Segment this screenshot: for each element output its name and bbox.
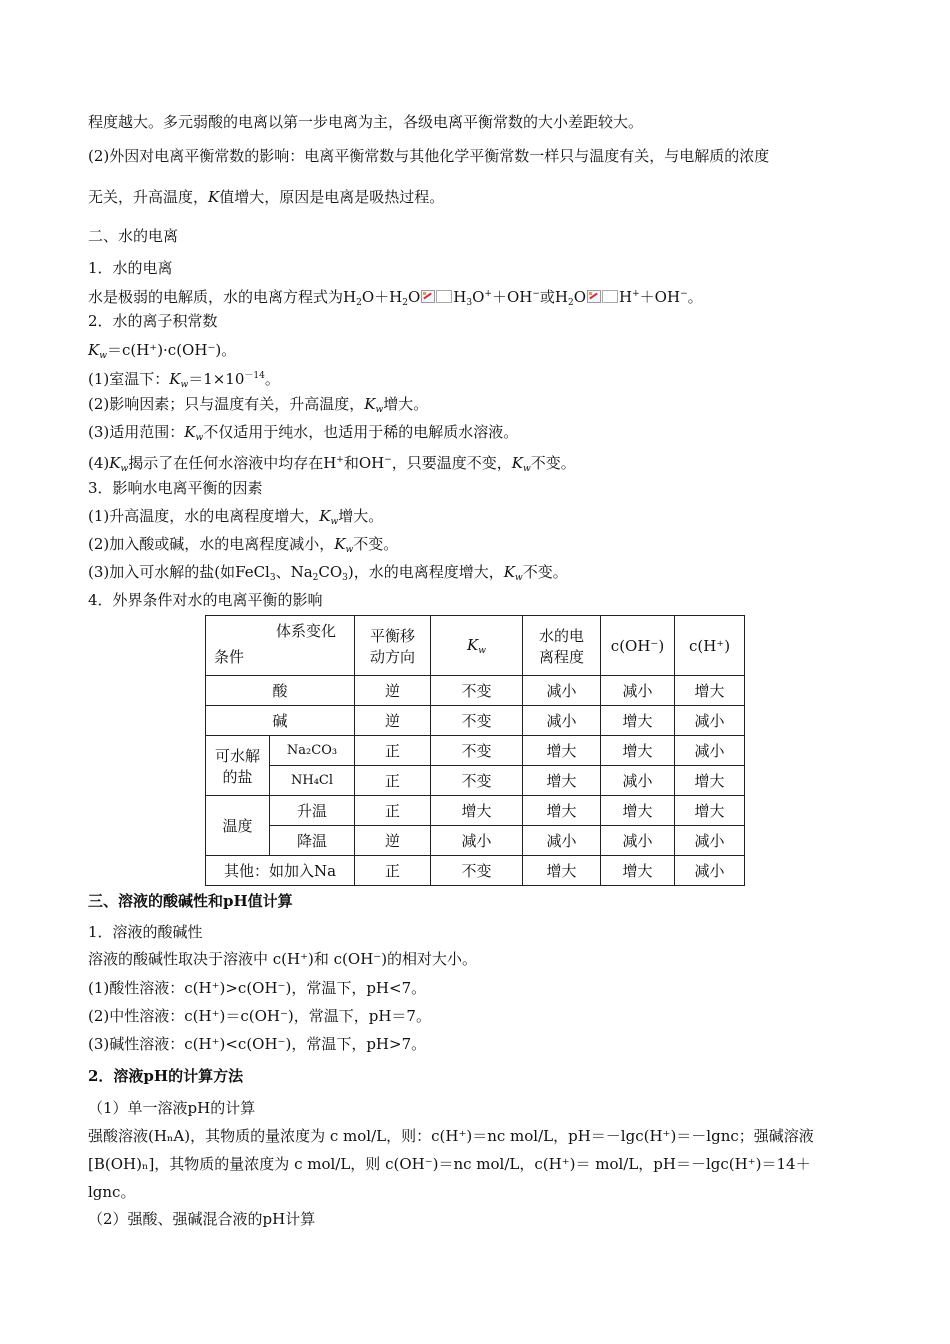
ionization-equation: 水是极弱的电解质，水的电离方程式为$H_2O+H_2O$ $H_3O^++OH^-$或$H_2O$ H+＋OH−。 xyxy=(88,288,703,308)
paragraph-line: 溶液的酸碱性取决于溶液中 c(H⁺)和 c(OH⁻)的相对大小。 xyxy=(88,950,478,968)
table-row: 降温 逆 减小 减小 减小 减小 xyxy=(206,826,745,856)
placeholder-box-icon xyxy=(436,290,452,303)
text: 或H xyxy=(539,288,568,306)
paragraph-line: 程度越大。多元弱酸的电离以第一步电离为主，各级电离平衡常数的大小差距较大。 xyxy=(88,113,644,131)
paragraph-line xyxy=(88,187,444,207)
text: (2)影响因素；只与温度有关，升高温度， xyxy=(88,395,365,413)
text: 增大。 xyxy=(383,395,429,413)
table-row: NH₄Cl 正 不变 增大 减小 增大 xyxy=(206,766,745,796)
subsection-heading: 1．溶液的酸碱性 xyxy=(88,923,203,941)
header-shift: 平衡移 动方向 xyxy=(355,616,431,676)
kw-definition: $K_w=c(H^+)\cdot c(OH^-)$。 xyxy=(88,341,237,361)
section-heading: 三、溶液的酸碱性和pH值计算 xyxy=(88,892,293,910)
kw-item-4: $(4)K_w$揭示了在任何水溶液中均存在H+和OH−，只要温度不变，$K_w$不变。 xyxy=(88,454,576,474)
subsection-heading: （2）强酸、强碱混合液的pH计算 xyxy=(88,1210,316,1228)
text: 不变。 xyxy=(353,535,399,553)
kw-item-3: (3)适用范围：$K_w$不仅适用于纯水，也适用于稀的电解质水溶液。 xyxy=(88,423,519,443)
acidity-item-3: (3)碱性溶液：c(H⁺)<c(OH⁻)，常温下，pH>7。 xyxy=(88,1035,427,1053)
text: (3)适用范围： xyxy=(88,423,185,441)
paragraph-line: (2)外因对电离平衡常数的影响：电离平衡常数与其他化学平衡常数一样只与温度有关，与电解质的浓度 xyxy=(88,147,770,165)
text: 水是极弱的电解质，水的电离方程式为H xyxy=(88,288,357,306)
table-row: 其他：如加入Na 正 不变 增大 增大 减小 xyxy=(206,856,745,886)
text: ＝c(H⁺)·c(OH⁻)。 xyxy=(106,341,237,359)
header-kw: $K_w$ xyxy=(431,616,523,676)
subsection-heading: 2．水的离子积常数 xyxy=(88,312,218,330)
factor-item-3: (3)加入可水解的盐(如FeCl$_3$、$Na_2CO_3$)，水的电离程度增大，$K_w$不变。 xyxy=(88,563,568,583)
equilibrium-arrow-icon xyxy=(421,290,435,303)
text: (3)加入可水解的盐(如FeCl xyxy=(88,563,270,581)
k-symbol: K xyxy=(208,188,220,206)
text: 不变。 xyxy=(522,563,568,581)
header-oh: c(OH⁻) xyxy=(601,616,675,676)
text: 不变。 xyxy=(530,454,576,472)
header-condition-cell xyxy=(206,616,355,676)
group-salt-cell: 可水解 的盐 xyxy=(206,736,270,796)
paragraph-line: [B(OH)ₙ]，其物质的量浓度为 c mol/L，则 c(OH⁻)＝nc mol/L，c(H⁺)＝ mol/L，pH＝－lgc(H⁺)＝14＋ xyxy=(88,1155,811,1173)
paragraph-line: 强酸溶液(HₙA)，其物质的量浓度为 c mol/L，则：c(H⁺)＝nc mol/L，pH＝－lgc(H⁺)＝－lgnc；强碱溶液 xyxy=(88,1127,814,1145)
factor-item-2: (2)加入酸或碱，水的电离程度减小，$K_w$不变。 xyxy=(88,535,399,555)
factor-item-1: (1)升高温度，水的电离程度增大，$K_w$增大。 xyxy=(88,507,384,527)
text: O xyxy=(573,288,587,306)
text: 增大。 xyxy=(338,507,384,525)
text: O xyxy=(407,288,421,306)
paragraph-line: lgnc。 xyxy=(88,1183,136,1201)
text: (2)加入酸或碱，水的电离程度减小， xyxy=(88,535,335,553)
text: 和OH xyxy=(343,454,385,472)
text: H xyxy=(619,288,633,306)
text: 。 xyxy=(264,370,280,388)
section-heading: 二、水的电离 xyxy=(88,227,179,245)
text: CO xyxy=(318,563,343,581)
table-row: 碱 逆 不变 减小 增大 减小 xyxy=(206,706,745,736)
text: 揭示了在任何水溶液中均存在H xyxy=(128,454,337,472)
subsection-heading: （1）单一溶液pH的计算 xyxy=(88,1099,256,1117)
text: 。 xyxy=(687,288,703,306)
placeholder-box-icon xyxy=(602,290,618,303)
equilibrium-arrow-icon xyxy=(587,290,601,303)
text: ＝1×10 xyxy=(188,370,245,388)
text: 无关，升高温度， xyxy=(88,188,209,206)
text: 值增大，原因是电离是吸热过程。 xyxy=(219,188,445,206)
header-degree: 水的电 离程度 xyxy=(523,616,601,676)
text: H xyxy=(453,288,467,306)
text: (4) xyxy=(88,454,110,472)
subsection-heading: 1．水的电离 xyxy=(88,259,173,277)
subsection-heading: 3．影响水电离平衡的因素 xyxy=(88,479,263,497)
text: ，只要温度不变， xyxy=(391,454,512,472)
text: (1)室温下： xyxy=(88,370,170,388)
text: 不仅适用于纯水，也适用于稀的电解质水溶液。 xyxy=(203,423,519,441)
text: (1)升高温度，水的电离程度增大， xyxy=(88,507,320,525)
text: ＋OH xyxy=(639,288,681,306)
text: O xyxy=(472,288,485,306)
text: O＋H xyxy=(361,288,403,306)
header-top-label: 体系变化 xyxy=(276,622,337,640)
water-ionization-table xyxy=(205,615,745,886)
table-row: 可水解 的盐 Na₂CO₃ 正 不变 增大 增大 减小 xyxy=(206,736,745,766)
text: ＋OH xyxy=(491,288,533,306)
subsection-heading: 2．溶液pH的计算方法 xyxy=(88,1067,244,1085)
header-bottom-label: 条件 xyxy=(214,648,245,666)
text: )，水的电离程度增大， xyxy=(347,563,504,581)
subsection-heading: 4．外界条件对水的电离平衡的影响 xyxy=(88,591,323,609)
group-temp-cell: 温度 xyxy=(206,796,270,856)
acidity-item-2: (2)中性溶液：c(H⁺)＝c(OH⁻)，常温下，pH＝7。 xyxy=(88,1007,431,1025)
acidity-item-1: (1)酸性溶液：c(H⁺)>c(OH⁻)，常温下，pH<7。 xyxy=(88,979,427,997)
table-row: 酸 逆 不变 减小 减小 增大 xyxy=(206,676,745,706)
exponent: －14 xyxy=(244,371,265,381)
table-row: 温度 升温 正 增大 增大 增大 增大 xyxy=(206,796,745,826)
kw-item-2: (2)影响因素；只与温度有关，升高温度，$K_w$增大。 xyxy=(88,395,429,415)
kw-item-1: (1)室温下：$K_w=1\times 10^{-14}$。 xyxy=(88,370,280,390)
text: 、Na xyxy=(275,563,313,581)
header-h: c(H⁺) xyxy=(675,616,745,676)
